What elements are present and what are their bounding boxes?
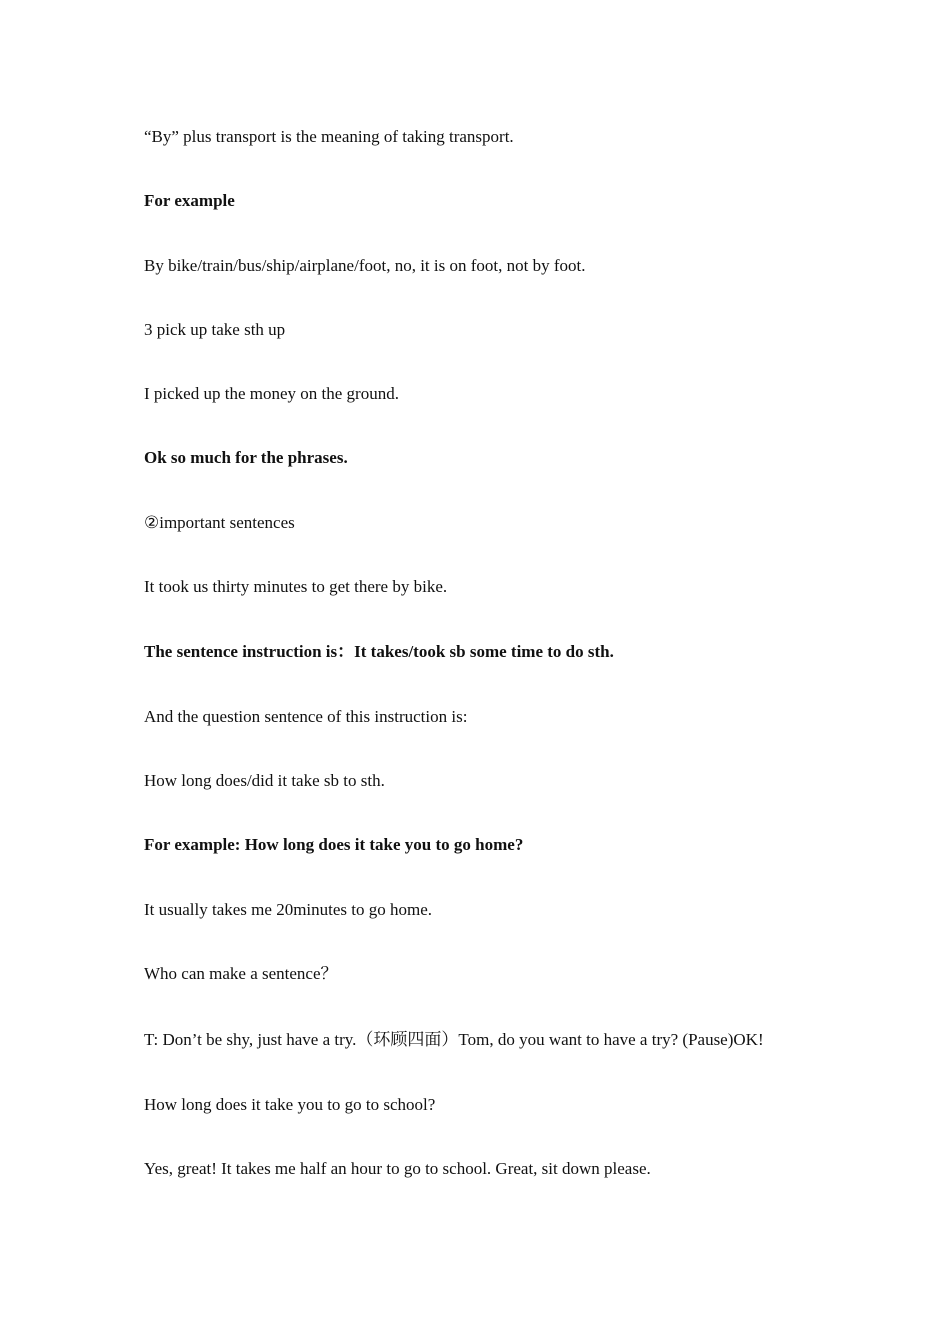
paragraph-answer-example: It usually takes me 20minutes to go home. xyxy=(144,900,433,919)
paragraph-school-answer: Yes, great! It takes me half an hour to go to school. Great, sit down please. xyxy=(144,1159,651,1178)
heading-question-example: For example: How long does it take you to go home? xyxy=(144,835,524,854)
paragraph-school-question: How long does it take you to go to school? xyxy=(144,1095,436,1114)
heading-for-example: For example xyxy=(144,191,235,210)
paragraph-who-can: Who can make a sentence？ xyxy=(144,964,338,983)
paragraph-question-pattern: How long does/did it take sb to sth. xyxy=(144,771,385,790)
heading-sentence-instruction: The sentence instruction is：It takes/took sb some time to do sth. xyxy=(144,642,614,661)
paragraph-took-us-example: It took us thirty minutes to get there by bike. xyxy=(144,577,448,596)
paragraph-pick-up-example: I picked up the money on the ground. xyxy=(144,384,399,403)
paragraph-pick-up: 3 pick up take sth up xyxy=(144,320,286,339)
section-important-sentences: ②important sentences xyxy=(144,513,295,532)
heading-phrases-end: Ok so much for the phrases. xyxy=(144,448,348,467)
paragraph-by-transport: “By” plus transport is the meaning of taking transport. xyxy=(144,127,514,146)
paragraph-question-sentence-intro: And the question sentence of this instruction is: xyxy=(144,707,468,726)
paragraph-teacher-prompt: T: Don’t be shy, just have a try.（环顾四面）Tom, do you want to have a try? (Pause)OK! xyxy=(144,1030,764,1049)
paragraph-transport-examples: By bike/train/bus/ship/airplane/foot, no, it is on foot, not by foot. xyxy=(144,256,586,275)
